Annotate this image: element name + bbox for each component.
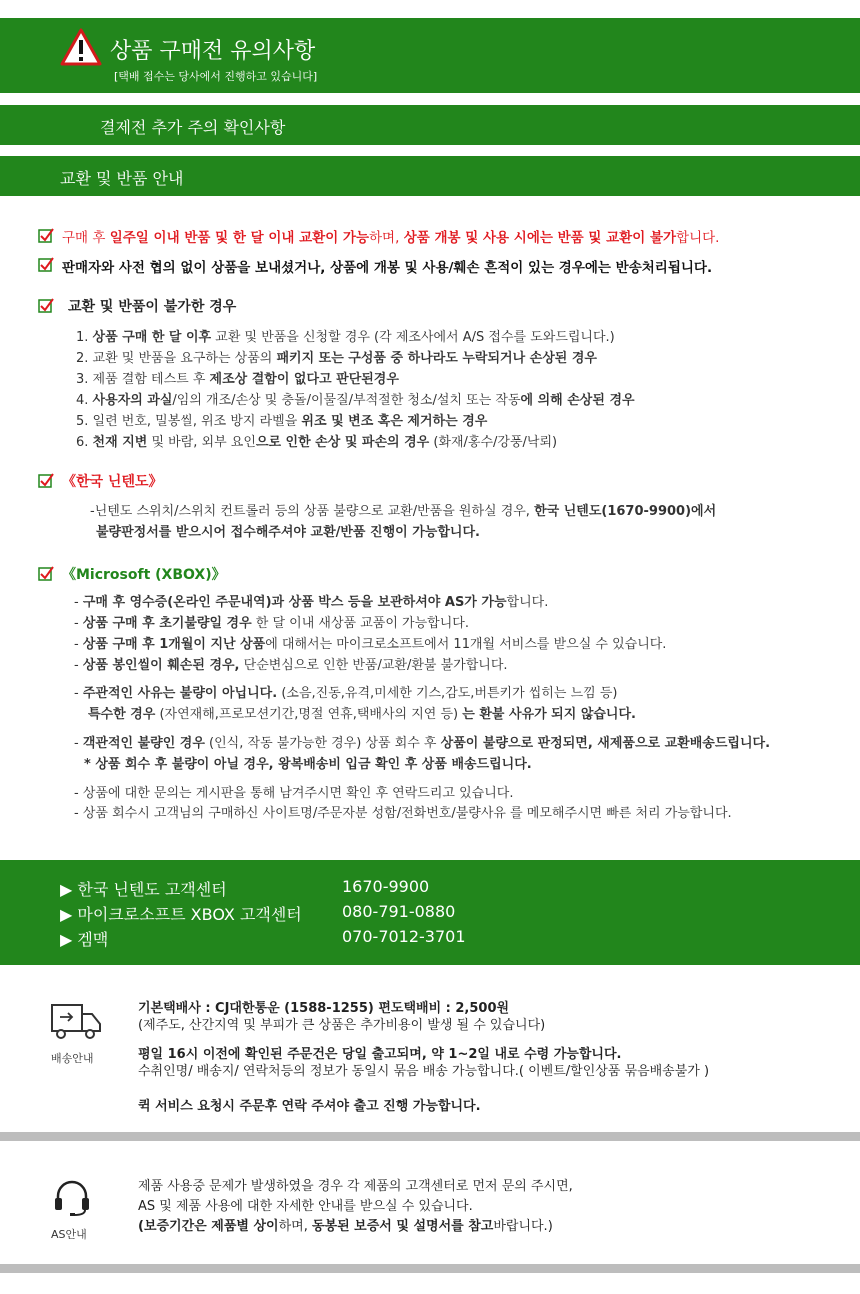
no-exchange-item: 2. 교환 및 반품을 요구하는 상품의 패키지 또는 구성품 중 하나라도 누락되거나 손상된 경우 [76,351,597,366]
checkbox-icon [38,257,54,273]
shipping-line: 수취인명/ 배송지/ 연락처등의 정보가 동일시 묶음 배송 가능합니다.( 이벤트/할인상품 묶음배송불가 ) [138,1064,710,1079]
cs-name: ▶ 겜맥 [60,930,109,949]
section-title: 교환 및 반품 안내 [60,169,184,188]
ms-item: - 상품 봉인씰이 훼손된 경우, 단순변심으로 인한 반품/교환/환불 불가합니다. [74,658,508,673]
nintendo-line-1: -닌텐도 스위치/스위치 컨트롤러 등의 상품 불량으로 교환/반품을 원하실 경우, 한국 닌텐도(1670-9900)에서 [90,504,717,519]
ms-item: - 구매 후 영수증(온라인 주문내역)과 상품 박스 등을 보관하셔야 AS가 가능합니다. [74,595,549,610]
ms-item: - 상품 회수시 고객님의 구매하신 사이트명/주문자분 성함/전화번호/불량사유 를 메모해주시면 빠른 처리 가능합니다. [74,806,732,821]
warning-icon [60,28,102,66]
cs-phone: 1670-9900 [342,877,430,896]
as-line: (보증기간은 제품별 상이하며, 동봉된 보증서 및 설명서를 참고바랍니다.) [138,1219,553,1234]
as-line: AS 및 제품 사용에 대한 자세한 안내를 받으실 수 있습니다. [138,1199,473,1214]
section-banner-exchange [0,156,860,196]
page-title: 상품 구매전 유의사항 [110,39,316,64]
as-icon-label: AS안내 [51,1228,87,1241]
shipping-line: 퀵 서비스 요청시 주문후 연락 주셔야 출고 진행 가능합니다. [138,1099,481,1114]
shipping-line: 기본택배사 : CJ대한통운 (1588-1255) 편도택배비 : 2,500원 [138,1001,510,1016]
ms-item: * 상품 회수 후 불량이 아닐 경우, 왕복배송비 입금 확인 후 상품 배송드립니다. [84,757,532,772]
checkbox-icon [38,566,54,582]
ms-item: - 상품 구매 후 초기불량일 경우 한 달 이내 새상품 교품이 가능합니다. [74,616,469,631]
cs-phone: 080-791-0880 [342,902,456,921]
microsoft-heading: 《Microsoft (XBOX)》 [62,567,226,583]
no-exchange-item: 3. 제품 결함 테스트 후 제조상 결함이 없다고 판단된경우 [76,372,399,387]
cs-name: ▶ 한국 닌텐도 고객센터 [60,880,227,899]
notice-return-period: 구매 후 일주일 이내 반품 및 한 달 이내 교환이 가능하며, 상품 개봉 및 사용 시에는 반품 및 교환이 불가합니다. [62,230,720,246]
section-title: 결제전 추가 주의 확인사항 [100,118,286,137]
shipping-line: (제주도, 산간지역 및 부피가 큰 상품은 추가비용이 발생 될 수 있습니다) [138,1018,546,1033]
nintendo-heading: 《한국 닌텐도》 [62,474,163,490]
cs-name: ▶ 마이크로소프트 XBOX 고객센터 [60,905,302,924]
title-banner [0,18,860,93]
headset-icon [52,1178,92,1216]
no-exchange-heading: 교환 및 반품이 불가한 경우 [68,299,237,315]
as-line: 제품 사용중 문제가 발생하였을 경우 각 제품의 고객센터로 먼저 문의 주시면, [138,1179,573,1194]
customer-center-banner [0,860,860,965]
shipping-icon-label: 배송안내 [51,1052,94,1065]
notice-return-refused: 판매자와 사전 협의 없이 상품을 보내셨거나, 상품에 개봉 및 사용/훼손 흔적이 있는 경우에는 반송처리됩니다. [62,260,713,276]
divider [0,1132,860,1141]
no-exchange-item: 6. 천재 지변 및 바람, 외부 요인으로 인한 손상 및 파손의 경우 (화재/홍수/강풍/낙뢰) [76,435,558,450]
ms-item: - 주관적인 사유는 불량이 아닙니다. (소음,진동,유격,미세한 기스,감도,버튼키가 씹히는 느낌 등) [74,686,618,701]
checkbox-icon [38,298,54,314]
cs-phone: 070-7012-3701 [342,927,466,946]
ms-item: - 상품에 대한 문의는 게시판을 통해 남겨주시면 확인 후 연락드리고 있습니다. [74,786,514,801]
nintendo-line-2: 불량판정서를 받으시어 접수해주셔야 교환/반품 진행이 가능합니다. [96,525,480,540]
checkbox-icon [38,228,54,244]
page-subtitle: [택배 접수는 당사에서 진행하고 있습니다] [114,70,318,83]
truck-icon [50,1002,102,1040]
ms-item: - 상품 구매 후 1개월이 지난 상품에 대해서는 마이크로소프트에서 11개월 서비스를 받으실 수 있습니다. [74,637,667,652]
no-exchange-item: 4. 사용자의 과실/임의 개조/손상 및 충돌/이물질/부적절한 청소/설치 또는 작동에 의해 손상된 경우 [76,393,635,408]
divider [0,1264,860,1273]
no-exchange-item: 1. 상품 구매 한 달 이후 교환 및 반품을 신청할 경우 (각 제조사에서 A/S 접수를 도와드립니다.) [76,330,615,345]
ms-item: 특수한 경우 (자연재해,프로모션기간,명절 연휴,택배사의 지연 등) 는 환불 사유가 되지 않습니다. [88,707,636,722]
section-banner-payment [0,105,860,145]
no-exchange-item: 5. 일련 번호, 밀봉씰, 위조 방지 라벨을 위조 및 변조 혹은 제거하는 경우 [76,414,488,429]
shipping-line: 평일 16시 이전에 확인된 주문건은 당일 출고되며, 약 1~2일 내로 수령 가능합니다. [138,1047,622,1062]
checkbox-icon [38,473,54,489]
ms-item: - 객관적인 불량인 경우 (인식, 작동 불가능한 경우) 상품 회수 후 상품이 불량으로 판정되면, 새제품으로 교환배송드립니다. [74,736,771,751]
